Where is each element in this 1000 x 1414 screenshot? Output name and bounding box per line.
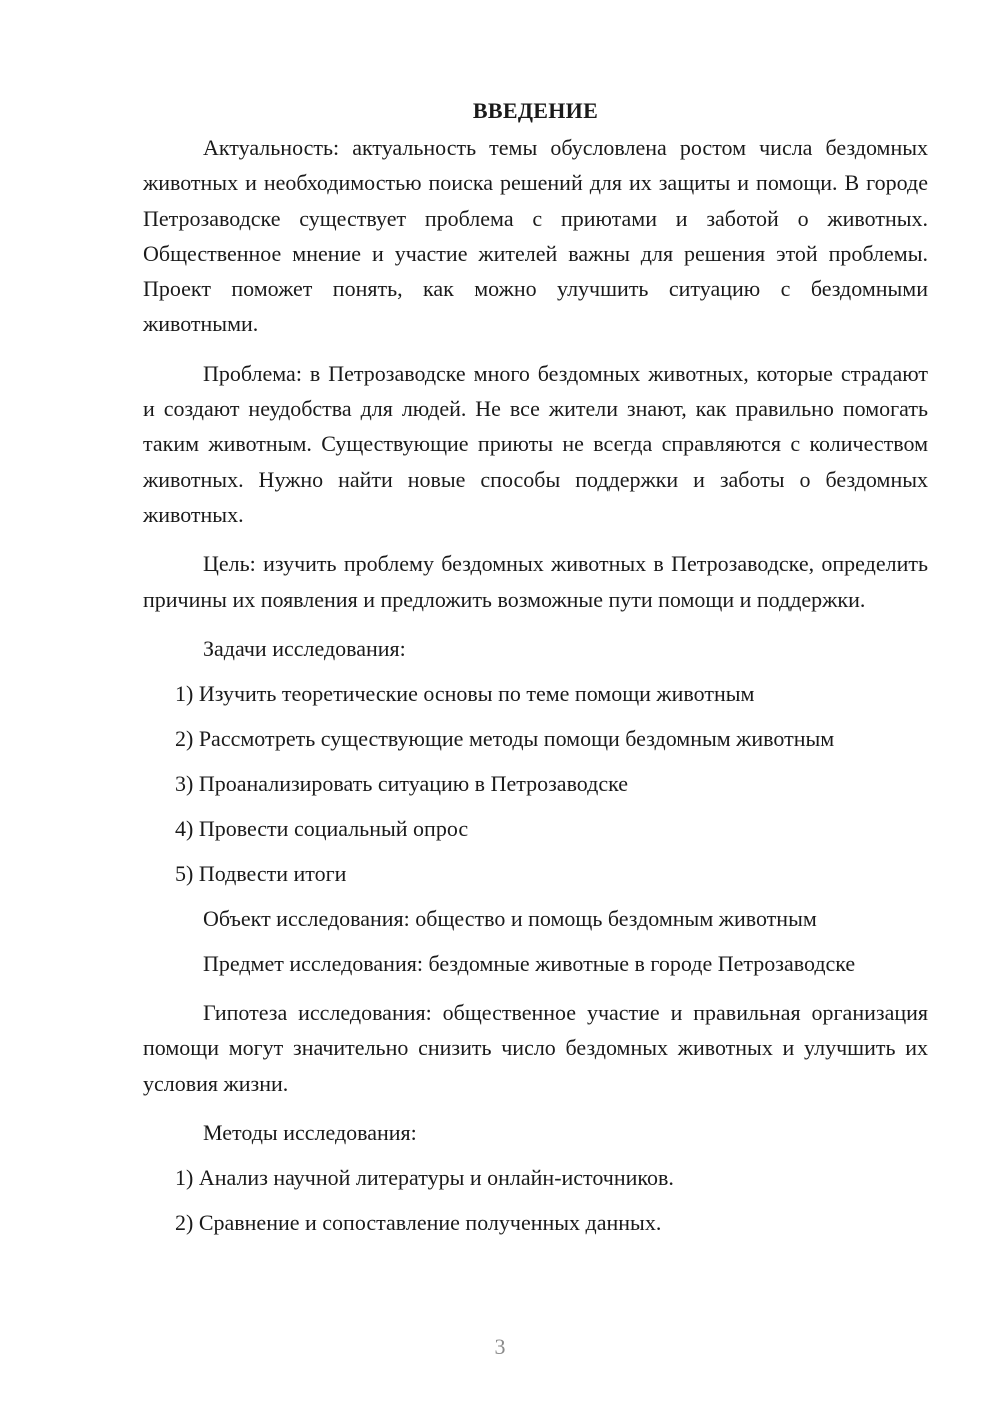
page-number: 3	[494, 1334, 506, 1359]
task-item: 3) Проанализировать ситуацию в Петрозаводске	[175, 770, 629, 796]
task-item: 5) Подвести итоги	[175, 860, 347, 886]
task-item: 2) Рассмотреть существующие методы помощи бездомным животным	[175, 725, 835, 751]
document-page	[143, 96, 928, 1250]
method-item: 1) Анализ научной литературы и онлайн-источников.	[175, 1165, 674, 1191]
section-title: ВВЕДЕНИЕ	[472, 98, 599, 123]
methods-heading: Методы исследования:	[203, 1120, 417, 1146]
problem-paragraph: Проблема: в Петрозаводске много бездомных животных, которые страдают и создают неудобства для людей. Не все жители знают, как правильно помогать таким животным. Существующие приюты не всегда справляются с количеством животных. Нужно найти новые способы поддержки и заботы о бездомных животных.	[143, 360, 928, 527]
hypothesis-paragraph: Гипотеза исследования: общественное участие и правильная организация помощи могут значительно снизить число бездомных животных и улучшить их условия жизни.	[143, 1000, 928, 1096]
research-subject: Предмет исследования: бездомные животные в городе Петрозаводске	[203, 950, 856, 976]
task-item: 4) Провести социальный опрос	[175, 815, 469, 841]
tasks-heading: Задачи исследования:	[203, 635, 406, 661]
goal-paragraph: Цель: изучить проблему бездомных животных в Петрозаводске, определить причины их появления и предложить возможные пути помощи и поддержки.	[143, 551, 928, 612]
method-item: 2) Сравнение и сопоставление полученных данных.	[175, 1210, 662, 1236]
task-item: 1) Изучить теоретические основы по теме помощи животным	[175, 680, 755, 706]
relevance-paragraph: Актуальность: актуальность темы обусловлена ростом числа бездомных животных и необходимостью поиска решений для их защиты и помощи. В городе Петрозаводске существует проблема с приютами и заботой о животных. Общественное мнение и участие жителей важны для решения этой проблемы. Проект поможет понять, как можно улучшить ситуацию с бездомными животными.	[143, 135, 928, 337]
research-object: Объект исследования: общество и помощь бездомным животным	[203, 905, 817, 931]
